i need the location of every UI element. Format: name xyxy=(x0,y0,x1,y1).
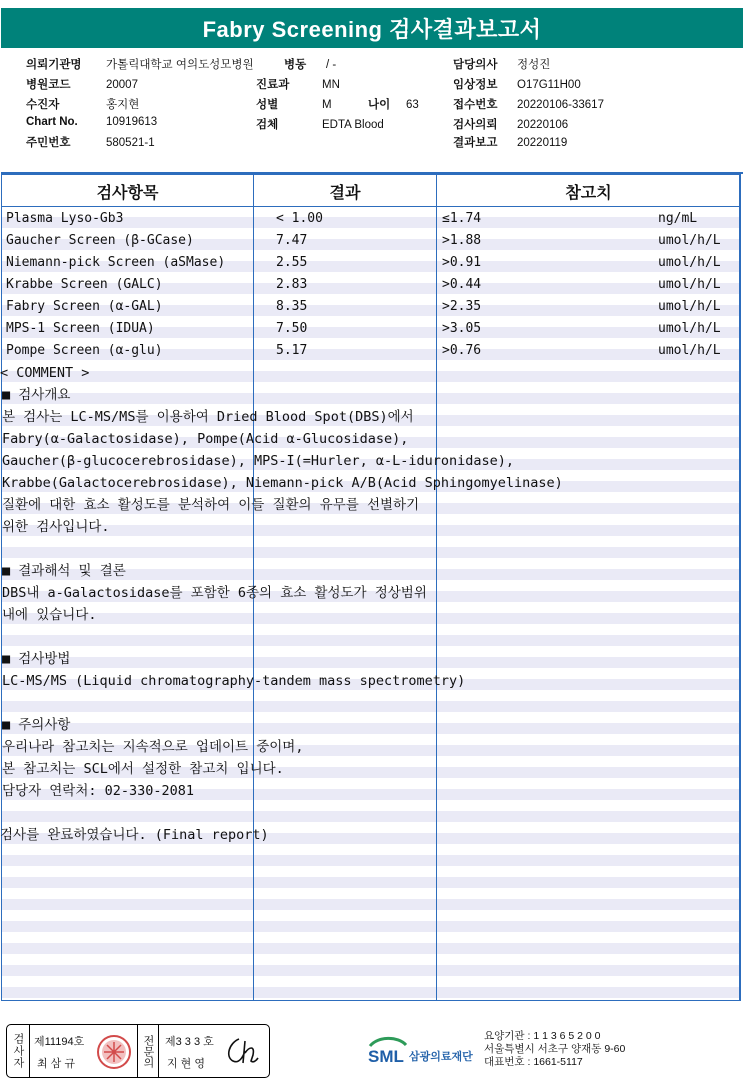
comment-line: Fabry(α-Galactosidase), Pompe(Acid α-Glucosidase), xyxy=(2,431,409,447)
result-test-name: Fabry Screen (α-GAL) xyxy=(6,299,163,314)
info-row xyxy=(26,56,254,72)
info-value: 정성진 xyxy=(517,59,551,71)
result-unit: umol/h/L xyxy=(658,277,721,292)
result-test-name: Krabbe Screen (GALC) xyxy=(6,277,163,292)
specialist-license: 제3 3 3 호 xyxy=(165,1036,214,1048)
result-test-name: Niemann-pick Screen (aSMase) xyxy=(6,255,226,270)
info-value: 580521-1 xyxy=(106,137,155,149)
info-value: 20220106-33617 xyxy=(517,99,604,111)
result-unit: umol/h/L xyxy=(658,343,721,358)
examiner-name: 최 삼 규 xyxy=(37,1058,75,1070)
dept-value: MN xyxy=(322,79,340,91)
result-test-name: Plasma Lyso-Gb3 xyxy=(6,211,124,226)
info-label: 수진자 xyxy=(26,99,60,111)
header-rule xyxy=(2,206,740,207)
specialist-label: 전문의 xyxy=(137,1025,159,1077)
age-value: 63 xyxy=(406,99,419,111)
comment-line: Gaucher(β-glucocerebrosidase), MPS-I(=Hurler, α-L-iduronidase), xyxy=(2,453,515,469)
info-value: 20220119 xyxy=(517,137,568,149)
ward-value: / - xyxy=(326,59,337,71)
info-label: 의뢰기관명 xyxy=(26,59,82,71)
info-row xyxy=(453,134,567,150)
info-label: 담당의사 xyxy=(453,59,498,71)
result-test-name: MPS-1 Screen (IDUA) xyxy=(6,321,155,336)
result-reference: ≤1.74 xyxy=(442,211,482,226)
info-value: O17G11H00 xyxy=(517,79,581,91)
dept-field xyxy=(256,76,340,92)
result-reference: >0.44 xyxy=(442,277,482,292)
comment-line: LC-MS/MS (Liquid chromatography-tandem mass spectrometry) xyxy=(2,673,466,689)
info-row xyxy=(26,76,138,92)
specialist-name: 지 현 영 xyxy=(167,1058,205,1070)
header-result: 결과 xyxy=(329,184,361,202)
result-value: 7.47 xyxy=(276,233,308,248)
comment-line: 위한 검사입니다. xyxy=(2,519,110,535)
specimen-value: EDTA Blood xyxy=(322,119,384,131)
info-value: 20007 xyxy=(106,79,138,91)
result-unit: ng/mL xyxy=(658,211,698,226)
logo-text: SML xyxy=(368,1047,404,1066)
ward-field xyxy=(284,56,336,72)
result-value: 2.83 xyxy=(276,277,308,292)
comment-section-heading: ■ 결과해석 및 결론 xyxy=(2,563,126,579)
result-value: 2.55 xyxy=(276,255,308,270)
comment-line: Krabbe(Galactocerebrosidase), Niemann-pick A/B(Acid Sphingomyelinase) xyxy=(2,475,563,491)
result-value: 8.35 xyxy=(276,299,308,314)
institution-code: 요양기관 : 1 1 3 6 5 2 0 0 xyxy=(484,1030,601,1042)
result-value: 7.50 xyxy=(276,321,308,336)
report-title: Fabry Screening 검사결과보고서 xyxy=(1,8,743,48)
result-reference: >3.05 xyxy=(442,321,482,336)
footer xyxy=(0,1018,744,1088)
age-label: 나이 xyxy=(368,99,391,111)
sex-label: 성별 xyxy=(256,99,279,111)
sex-value: M xyxy=(322,99,332,111)
dept-label: 진료과 xyxy=(256,79,290,91)
info-row xyxy=(26,134,155,150)
result-value: 5.17 xyxy=(276,343,308,358)
result-value: < 1.00 xyxy=(276,211,323,226)
examiner-license: 제11194호 xyxy=(34,1036,85,1048)
comment-line: 검사를 완료하였습니다. (Final report) xyxy=(0,827,269,843)
column-divider xyxy=(436,174,437,1001)
result-unit: umol/h/L xyxy=(658,321,721,336)
info-row xyxy=(453,96,604,112)
result-unit: umol/h/L xyxy=(658,255,721,270)
comment-line: DBS내 a-Galactosidase를 포함한 6종의 효소 활성도가 정상범위 xyxy=(2,585,427,601)
info-label: 임상정보 xyxy=(453,79,498,91)
comment-line: 본 검사는 LC-MS/MS를 이용하여 Dried Blood Spot(DBS)에서 xyxy=(2,409,414,425)
seal-stamp xyxy=(95,1033,133,1071)
info-label: 검사의뢰 xyxy=(453,119,498,131)
header-reference: 참고치 xyxy=(565,184,612,202)
info-row xyxy=(453,76,581,92)
result-reference: >2.35 xyxy=(442,299,482,314)
info-value: 10919613 xyxy=(106,116,158,128)
comment-line: 우리나라 참고치는 지속적으로 업데이트 중이며, xyxy=(2,739,304,755)
examiner-label: 검사자 xyxy=(7,1025,30,1077)
info-value: 가톨릭대학교 여의도성모병원 xyxy=(106,59,254,71)
institution-phone: 대표번호 : 1661-5117 xyxy=(484,1056,583,1068)
result-test-name: Pompe Screen (α-glu) xyxy=(6,343,163,358)
info-row xyxy=(453,56,550,72)
info-label: 주민번호 xyxy=(26,137,71,149)
info-label: 결과보고 xyxy=(453,137,498,149)
org-name: 삼광의료재단 xyxy=(409,1050,473,1063)
info-row xyxy=(453,116,568,132)
info-label: 접수번호 xyxy=(453,99,498,111)
comment-line: 담당자 연락처: 02-330-2081 xyxy=(2,783,195,799)
specimen-field xyxy=(256,116,384,132)
signature-box xyxy=(6,1024,270,1078)
institution-address xyxy=(484,1030,625,1069)
sml-logo xyxy=(368,1036,483,1071)
result-reference: >1.88 xyxy=(442,233,482,248)
header-test-item: 검사항목 xyxy=(96,184,159,202)
specimen-label: 검체 xyxy=(256,119,279,131)
info-value: 20220106 xyxy=(517,119,569,131)
ward-label: 병동 xyxy=(284,59,307,71)
comment-section-heading: ■ 검사방법 xyxy=(2,651,71,667)
comment-line: 본 참고치는 SCL에서 설정한 참고치 입니다. xyxy=(2,761,284,777)
result-reference: >0.91 xyxy=(442,255,482,270)
info-row xyxy=(26,96,139,112)
signature-icon xyxy=(221,1033,261,1072)
info-label: 병원코드 xyxy=(26,79,71,91)
result-unit: umol/h/L xyxy=(658,299,721,314)
comment-line: < COMMENT > xyxy=(0,365,90,381)
result-reference: >0.76 xyxy=(442,343,482,358)
comment-section-heading: ■ 주의사항 xyxy=(2,717,71,733)
comment-line: 내에 있습니다. xyxy=(2,607,97,623)
comment-line: 질환에 대한 효소 활성도를 분석하여 이들 질환의 유무를 선별하기 xyxy=(2,497,420,513)
info-value: 홍지현 xyxy=(106,99,140,111)
institution-street: 서울특별시 서초구 양재동 9-60 xyxy=(484,1043,626,1055)
result-test-name: Gaucher Screen (β-GCase) xyxy=(6,233,194,248)
comment-section-heading: ■ 검사개요 xyxy=(2,387,71,403)
sex-field xyxy=(256,96,419,112)
result-unit: umol/h/L xyxy=(658,233,721,248)
info-label: Chart No. xyxy=(26,116,78,128)
info-row xyxy=(26,116,157,128)
